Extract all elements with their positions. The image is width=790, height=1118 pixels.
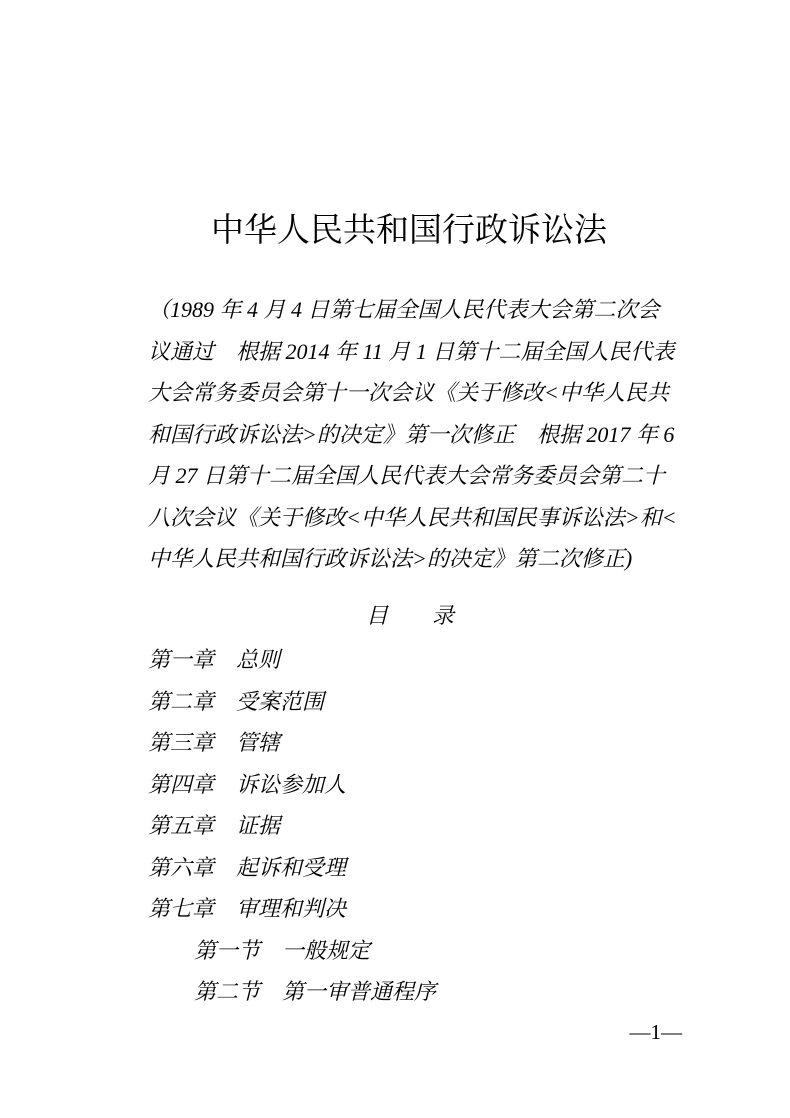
document-title: 中华人民共和国行政诉讼法 — [211, 213, 607, 249]
toc-item-chapter-6: 第六章 起诉和受理 — [148, 854, 347, 880]
preamble-line: 月 27 日第十二届全国人民代表大会常务委员会第二十 — [148, 463, 666, 488]
preamble-line: 八次会议《关于修改<中华人民共和国民事诉讼法>和< — [148, 504, 677, 530]
toc-item-chapter-3: 第三章 管辖 — [148, 730, 281, 755]
preamble-line: 和国行政诉讼法>的决定》第一次修正 根据 2017 年 6 — [148, 421, 675, 447]
toc-item-section-2: 第二节 第一审普通程序 — [194, 979, 437, 1004]
page-number: —1— — [629, 1020, 682, 1044]
toc-heading: 目 录 — [365, 602, 454, 628]
preamble-line: 大会常务委员会第十一次会议《关于修改<中华人民共 — [148, 380, 669, 405]
preamble-line: 议通过 根据 2014 年 11 月 1 日第十二届全国人民代表 — [148, 338, 675, 364]
preamble-line: （1989 年 4 月 4 日第七届全国人民代表大会第二次会 — [148, 297, 660, 322]
toc-list — [148, 639, 648, 1013]
toc-item-section-1: 第一节 一般规定 — [194, 937, 371, 963]
preamble-paragraph — [148, 289, 677, 580]
preamble-line: 中华人民共和国行政诉讼法>的决定》第二次修正) — [148, 546, 633, 571]
toc-item-chapter-5: 第五章 证据 — [148, 813, 281, 838]
toc-item-chapter-4: 第四章 诉讼参加人 — [148, 771, 347, 797]
toc-item-chapter-2: 第二章 受案范围 — [148, 688, 325, 714]
toc-item-chapter-7: 第七章 审理和判决 — [148, 896, 347, 921]
toc-item-chapter-1: 第一章 总则 — [148, 647, 281, 672]
